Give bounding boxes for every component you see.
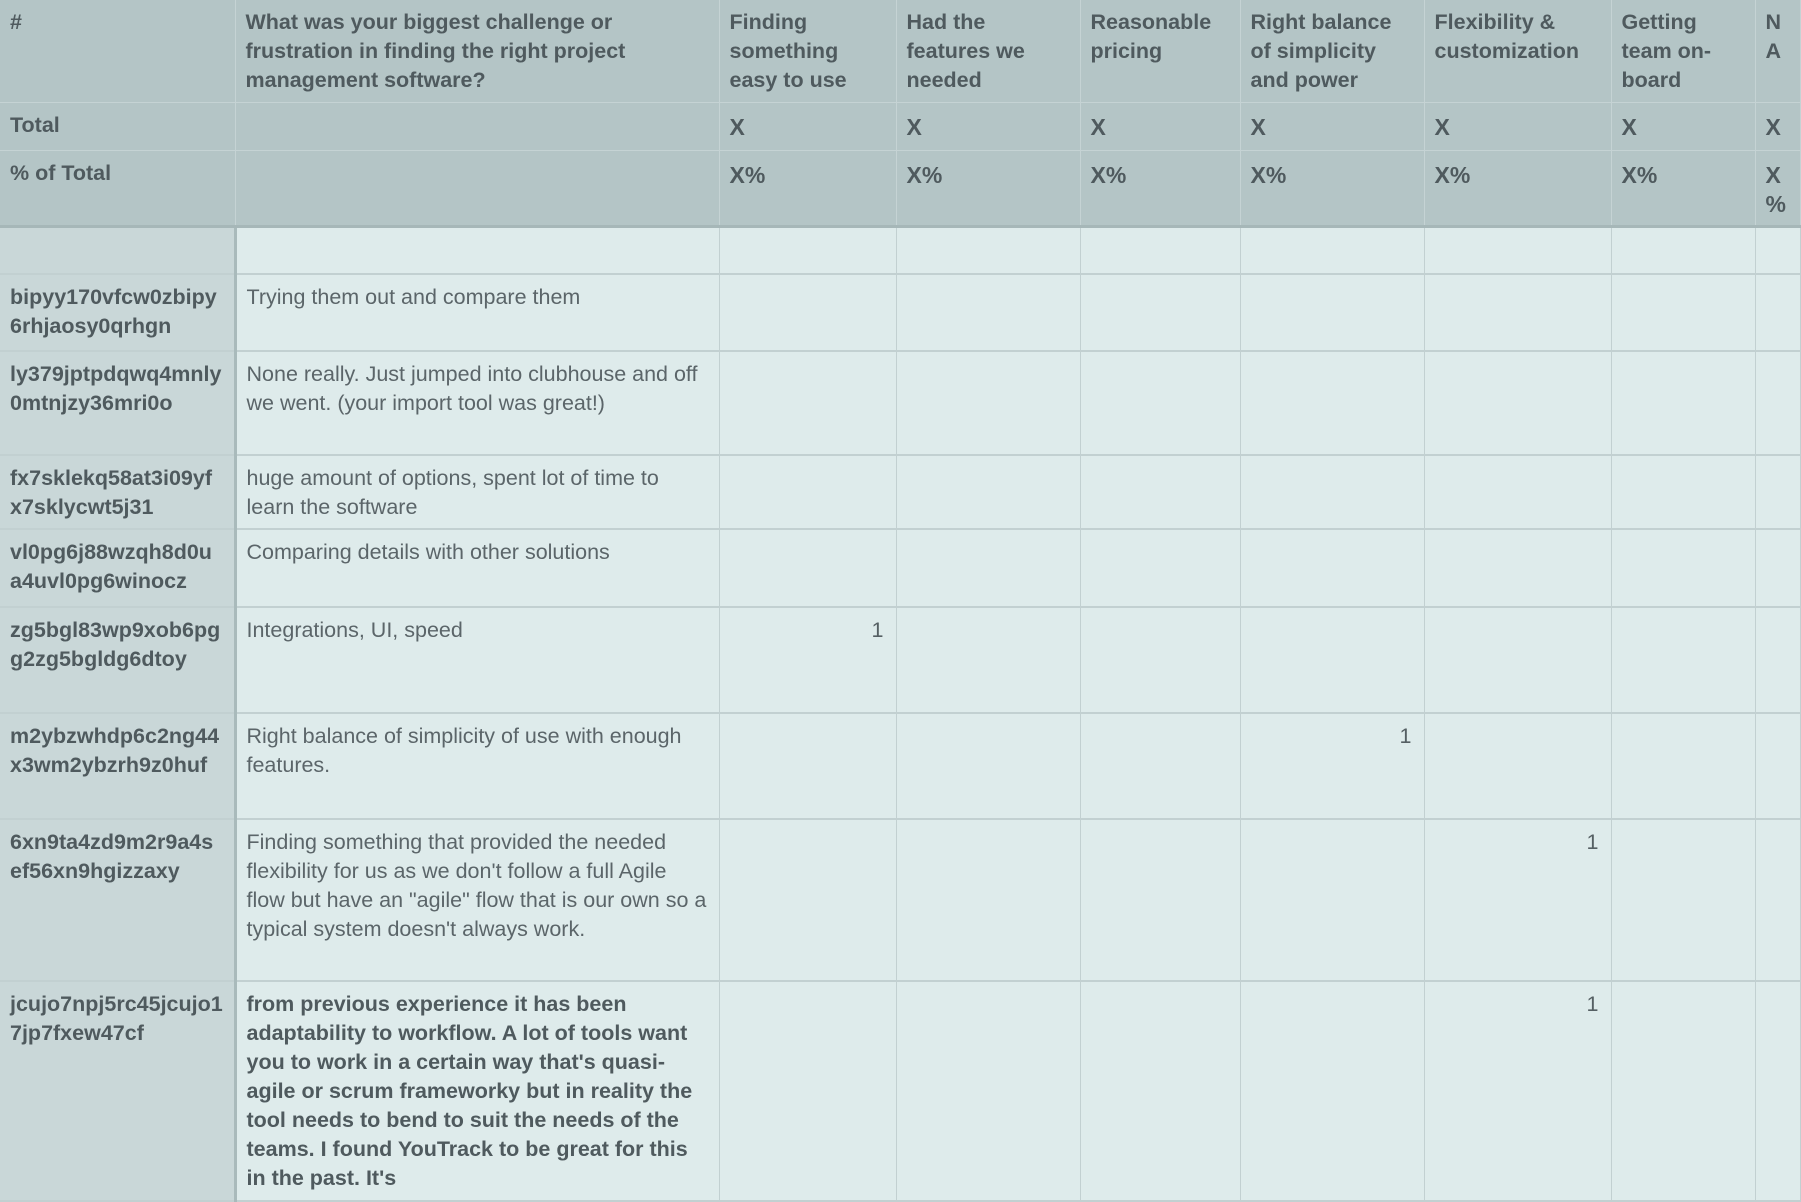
table-row bbox=[0, 274, 1800, 351]
respondent-id-cell[interactable]: vl0pg6j88wzqh8d0ua4uvl0pg6winocz bbox=[0, 529, 235, 607]
category-count-cell[interactable] bbox=[896, 455, 1080, 529]
category-count-cell[interactable] bbox=[719, 226, 896, 274]
category-count-cell[interactable] bbox=[719, 274, 896, 351]
category-count-cell[interactable] bbox=[1424, 351, 1611, 455]
response-cell[interactable]: Integrations, UI, speed bbox=[235, 607, 719, 713]
category-count-cell[interactable] bbox=[1080, 529, 1240, 607]
category-count-cell[interactable] bbox=[1080, 819, 1240, 981]
category-count-cell[interactable] bbox=[719, 981, 896, 1201]
category-count-cell[interactable] bbox=[896, 607, 1080, 713]
category-count-cell[interactable] bbox=[896, 819, 1080, 981]
category-count-cell[interactable] bbox=[1240, 607, 1424, 713]
category-count-cell[interactable] bbox=[896, 226, 1080, 274]
category-count-cell[interactable]: 1 bbox=[1240, 713, 1424, 819]
respondent-id-cell[interactable]: jcujo7npj5rc45jcujo17jp7fxew47cf bbox=[0, 981, 235, 1201]
table-row bbox=[0, 529, 1800, 607]
summary-value-cell[interactable]: X bbox=[1424, 102, 1611, 150]
category-count-cell[interactable] bbox=[1240, 226, 1424, 274]
summary-row bbox=[0, 150, 1800, 226]
category-count-cell[interactable] bbox=[1424, 274, 1611, 351]
category-count-cell[interactable] bbox=[1080, 274, 1240, 351]
category-count-cell[interactable] bbox=[1080, 351, 1240, 455]
summary-value-cell[interactable]: X% bbox=[1424, 150, 1611, 226]
category-count-cell[interactable] bbox=[1424, 226, 1611, 274]
category-count-cell[interactable] bbox=[1611, 819, 1755, 981]
respondent-id-cell[interactable]: fx7sklekq58at3i09yfx7sklycwt5j31 bbox=[0, 455, 235, 529]
header-row bbox=[0, 0, 1800, 102]
category-count-cell[interactable] bbox=[1424, 713, 1611, 819]
category-count-cell[interactable] bbox=[1080, 981, 1240, 1201]
category-count-cell[interactable] bbox=[719, 455, 896, 529]
category-count-cell[interactable] bbox=[1080, 455, 1240, 529]
category-count-cell[interactable] bbox=[896, 713, 1080, 819]
category-count-cell[interactable] bbox=[1080, 607, 1240, 713]
category-count-cell[interactable] bbox=[1240, 455, 1424, 529]
category-count-cell[interactable] bbox=[1755, 529, 1800, 607]
summary-value-cell[interactable]: X bbox=[1080, 102, 1240, 150]
summary-value-cell[interactable]: X% bbox=[1611, 150, 1755, 226]
category-count-cell[interactable] bbox=[719, 529, 896, 607]
category-count-cell[interactable] bbox=[1424, 455, 1611, 529]
category-count-cell[interactable] bbox=[1424, 607, 1611, 713]
summary-label[interactable]: % of Total bbox=[0, 150, 235, 226]
column-header-balance[interactable]: Right balance of simplicity and power bbox=[1240, 0, 1424, 102]
category-count-cell[interactable] bbox=[1755, 607, 1800, 713]
respondent-id-cell[interactable]: 6xn9ta4zd9m2r9a4sef56xn9hgizzaxy bbox=[0, 819, 235, 981]
summary-value-cell[interactable]: X% bbox=[1240, 150, 1424, 226]
category-count-cell[interactable] bbox=[896, 351, 1080, 455]
summary-value-cell[interactable]: X% bbox=[896, 150, 1080, 226]
category-count-cell[interactable] bbox=[1611, 455, 1755, 529]
respondent-id-cell[interactable]: m2ybzwhdp6c2ng44x3wm2ybzrh9z0huf bbox=[0, 713, 235, 819]
summary-value-cell[interactable]: X% bbox=[719, 150, 896, 226]
category-count-cell[interactable] bbox=[1611, 529, 1755, 607]
category-count-cell[interactable] bbox=[1080, 713, 1240, 819]
summary-row bbox=[0, 102, 1800, 150]
column-header-question[interactable]: What was your biggest challenge or frustration in finding the right project management software? bbox=[235, 0, 719, 102]
category-count-cell[interactable]: 1 bbox=[1424, 819, 1611, 981]
category-count-cell[interactable] bbox=[1240, 981, 1424, 1201]
response-cell[interactable]: None really. Just jumped into clubhouse and off we went. (your import tool was great!) bbox=[235, 351, 719, 455]
category-count-cell[interactable] bbox=[896, 274, 1080, 351]
table-row bbox=[0, 819, 1800, 981]
category-count-cell[interactable] bbox=[1611, 226, 1755, 274]
category-count-cell[interactable] bbox=[1240, 529, 1424, 607]
response-cell[interactable]: Finding something that provided the needed flexibility for us as we don't follow a full Agile flow but have an "agile" flow that is our own so a typical system doesn't always work. bbox=[235, 819, 719, 981]
category-count-cell[interactable] bbox=[896, 529, 1080, 607]
category-count-cell[interactable] bbox=[1080, 226, 1240, 274]
summary-empty-cell[interactable] bbox=[235, 150, 719, 226]
category-count-cell[interactable] bbox=[1240, 274, 1424, 351]
response-cell[interactable] bbox=[235, 226, 719, 274]
summary-value-cell[interactable]: X% bbox=[1080, 150, 1240, 226]
category-count-cell[interactable] bbox=[1611, 274, 1755, 351]
summary-value-cell[interactable]: X bbox=[1755, 102, 1800, 150]
column-header-pricing[interactable]: Reasonable pricing bbox=[1080, 0, 1240, 102]
column-header-id[interactable]: # bbox=[0, 0, 235, 102]
category-count-cell[interactable] bbox=[1240, 351, 1424, 455]
category-count-cell[interactable] bbox=[1755, 455, 1800, 529]
category-count-cell[interactable] bbox=[719, 819, 896, 981]
category-count-cell[interactable] bbox=[1424, 529, 1611, 607]
category-count-cell[interactable] bbox=[896, 981, 1080, 1201]
category-count-cell[interactable] bbox=[1611, 981, 1755, 1201]
respondent-id-cell[interactable] bbox=[0, 226, 235, 274]
table-row bbox=[0, 713, 1800, 819]
category-count-cell[interactable]: 1 bbox=[1424, 981, 1611, 1201]
summary-value-cell[interactable]: X% bbox=[1755, 150, 1800, 226]
category-count-cell[interactable] bbox=[1755, 819, 1800, 981]
response-cell[interactable]: Comparing details with other solutions bbox=[235, 529, 719, 607]
table-row bbox=[0, 226, 1800, 274]
summary-value-cell[interactable]: X bbox=[1240, 102, 1424, 150]
table-row bbox=[0, 981, 1800, 1201]
table-row bbox=[0, 455, 1800, 529]
column-header-flex[interactable]: Flexibility & customization bbox=[1424, 0, 1611, 102]
summary-value-cell[interactable]: X bbox=[1611, 102, 1755, 150]
summary-label[interactable]: Total bbox=[0, 102, 235, 150]
response-cell[interactable]: from previous experience it has been adaptability to workflow. A lot of tools want you to work in a certain way that's quasi-agile or scrum frameworky but in reality the tool needs to bend to suit the needs of the teams. I found YouTrack to be great for this in the past. It's bbox=[235, 981, 719, 1201]
respondent-id-cell[interactable]: zg5bgl83wp9xob6pgg2zg5bgldg6dtoy bbox=[0, 607, 235, 713]
response-cell[interactable]: huge amount of options, spent lot of time to learn the software bbox=[235, 455, 719, 529]
response-cell[interactable]: Right balance of simplicity of use with enough features. bbox=[235, 713, 719, 819]
category-count-cell[interactable] bbox=[719, 713, 896, 819]
category-count-cell[interactable] bbox=[1240, 819, 1424, 981]
table-row bbox=[0, 607, 1800, 713]
category-count-cell[interactable] bbox=[1755, 274, 1800, 351]
category-count-cell[interactable] bbox=[719, 351, 896, 455]
category-count-cell[interactable] bbox=[1611, 607, 1755, 713]
summary-empty-cell[interactable] bbox=[235, 102, 719, 150]
summary-value-cell[interactable]: X bbox=[896, 102, 1080, 150]
category-count-cell[interactable]: 1 bbox=[719, 607, 896, 713]
category-count-cell[interactable] bbox=[1755, 351, 1800, 455]
category-count-cell[interactable] bbox=[1755, 713, 1800, 819]
respondent-id-cell[interactable]: bipyy170vfcw0zbipy6rhjaosy0qrhgn bbox=[0, 274, 235, 351]
column-header-onboard[interactable]: Getting team on-board bbox=[1611, 0, 1755, 102]
column-header-features[interactable]: Had the features we needed bbox=[896, 0, 1080, 102]
response-cell[interactable]: Trying them out and compare them bbox=[235, 274, 719, 351]
column-header-easy[interactable]: Finding something easy to use bbox=[719, 0, 896, 102]
column-header-na[interactable]: NA bbox=[1755, 0, 1800, 102]
respondent-id-cell[interactable]: ly379jptpdqwq4mnly0mtnjzy36mri0o bbox=[0, 351, 235, 455]
table-row bbox=[0, 351, 1800, 455]
category-count-cell[interactable] bbox=[1611, 713, 1755, 819]
category-count-cell[interactable] bbox=[1755, 981, 1800, 1201]
summary-value-cell[interactable]: X bbox=[719, 102, 896, 150]
category-count-cell[interactable] bbox=[1611, 351, 1755, 455]
category-count-cell[interactable] bbox=[1755, 226, 1800, 274]
